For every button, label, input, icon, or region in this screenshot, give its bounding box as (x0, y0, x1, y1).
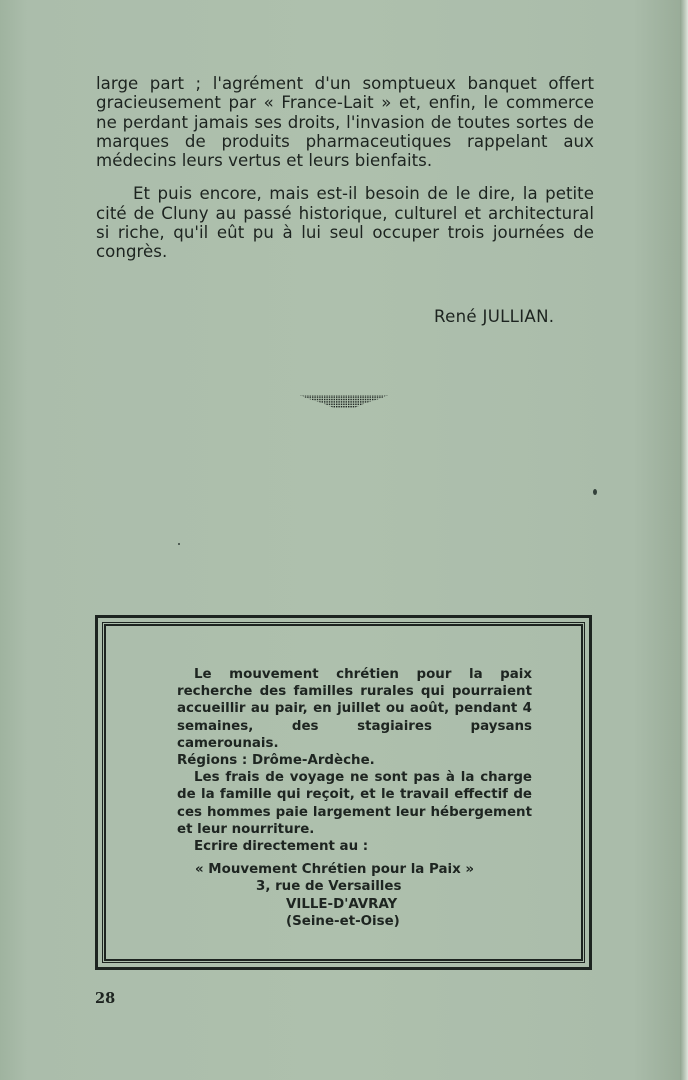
page-edge (680, 0, 688, 1080)
notice-regions: Régions : Drôme-Ardèche. (177, 753, 375, 769)
notice-department: (Seine-et-Oise) (286, 913, 400, 929)
notice-paragraph-2: Les frais de voyage ne sont pas à la charge de la famille qui reçoit, et le travail effectif de ces hommes paie largement leur hébergement et leur nourriture. (177, 770, 532, 837)
notice-city: VILLE-D'AVRAY (286, 896, 398, 912)
notice-paragraph-1: Le mouvement chrétien pour la paix recherche des familles rurales qui pourraient accueillir au pair, en juillet ou août, pendant 4 semaines, des stagiaires paysans camerounais. (177, 667, 532, 751)
notice-write-to: Ecrire directement au : (194, 839, 369, 855)
author-signature: René JULLIAN. (434, 307, 555, 326)
article-paragraph-1: large part ; l'agrément d'un somptueux banquet offert gracieusement par « France-Lait » et, enfin, le commerce ne perdant jamais ses droits, l'invasion de toutes sortes de marques de produits pharmaceutiques rappelant aux médecins leurs vertus et leurs bienfaits. (96, 74, 594, 171)
ornament-divider (300, 394, 388, 410)
article-paragraph-2: Et puis encore, mais est-il besoin de le dire, la petite cité de Cluny au passé historique, culturel et architectural si riche, qu'il eût pu à lui seul occuper trois journées de congrès. (96, 184, 594, 262)
page-number: 28 (95, 990, 116, 1007)
paper-speck (178, 543, 180, 545)
notice-street: 3, rue de Versailles (256, 879, 402, 895)
notice-organization: « Mouvement Chrétien pour la Paix » (195, 862, 475, 878)
paper-speck (593, 489, 597, 495)
notice-content (177, 666, 532, 930)
article-body (96, 74, 594, 276)
